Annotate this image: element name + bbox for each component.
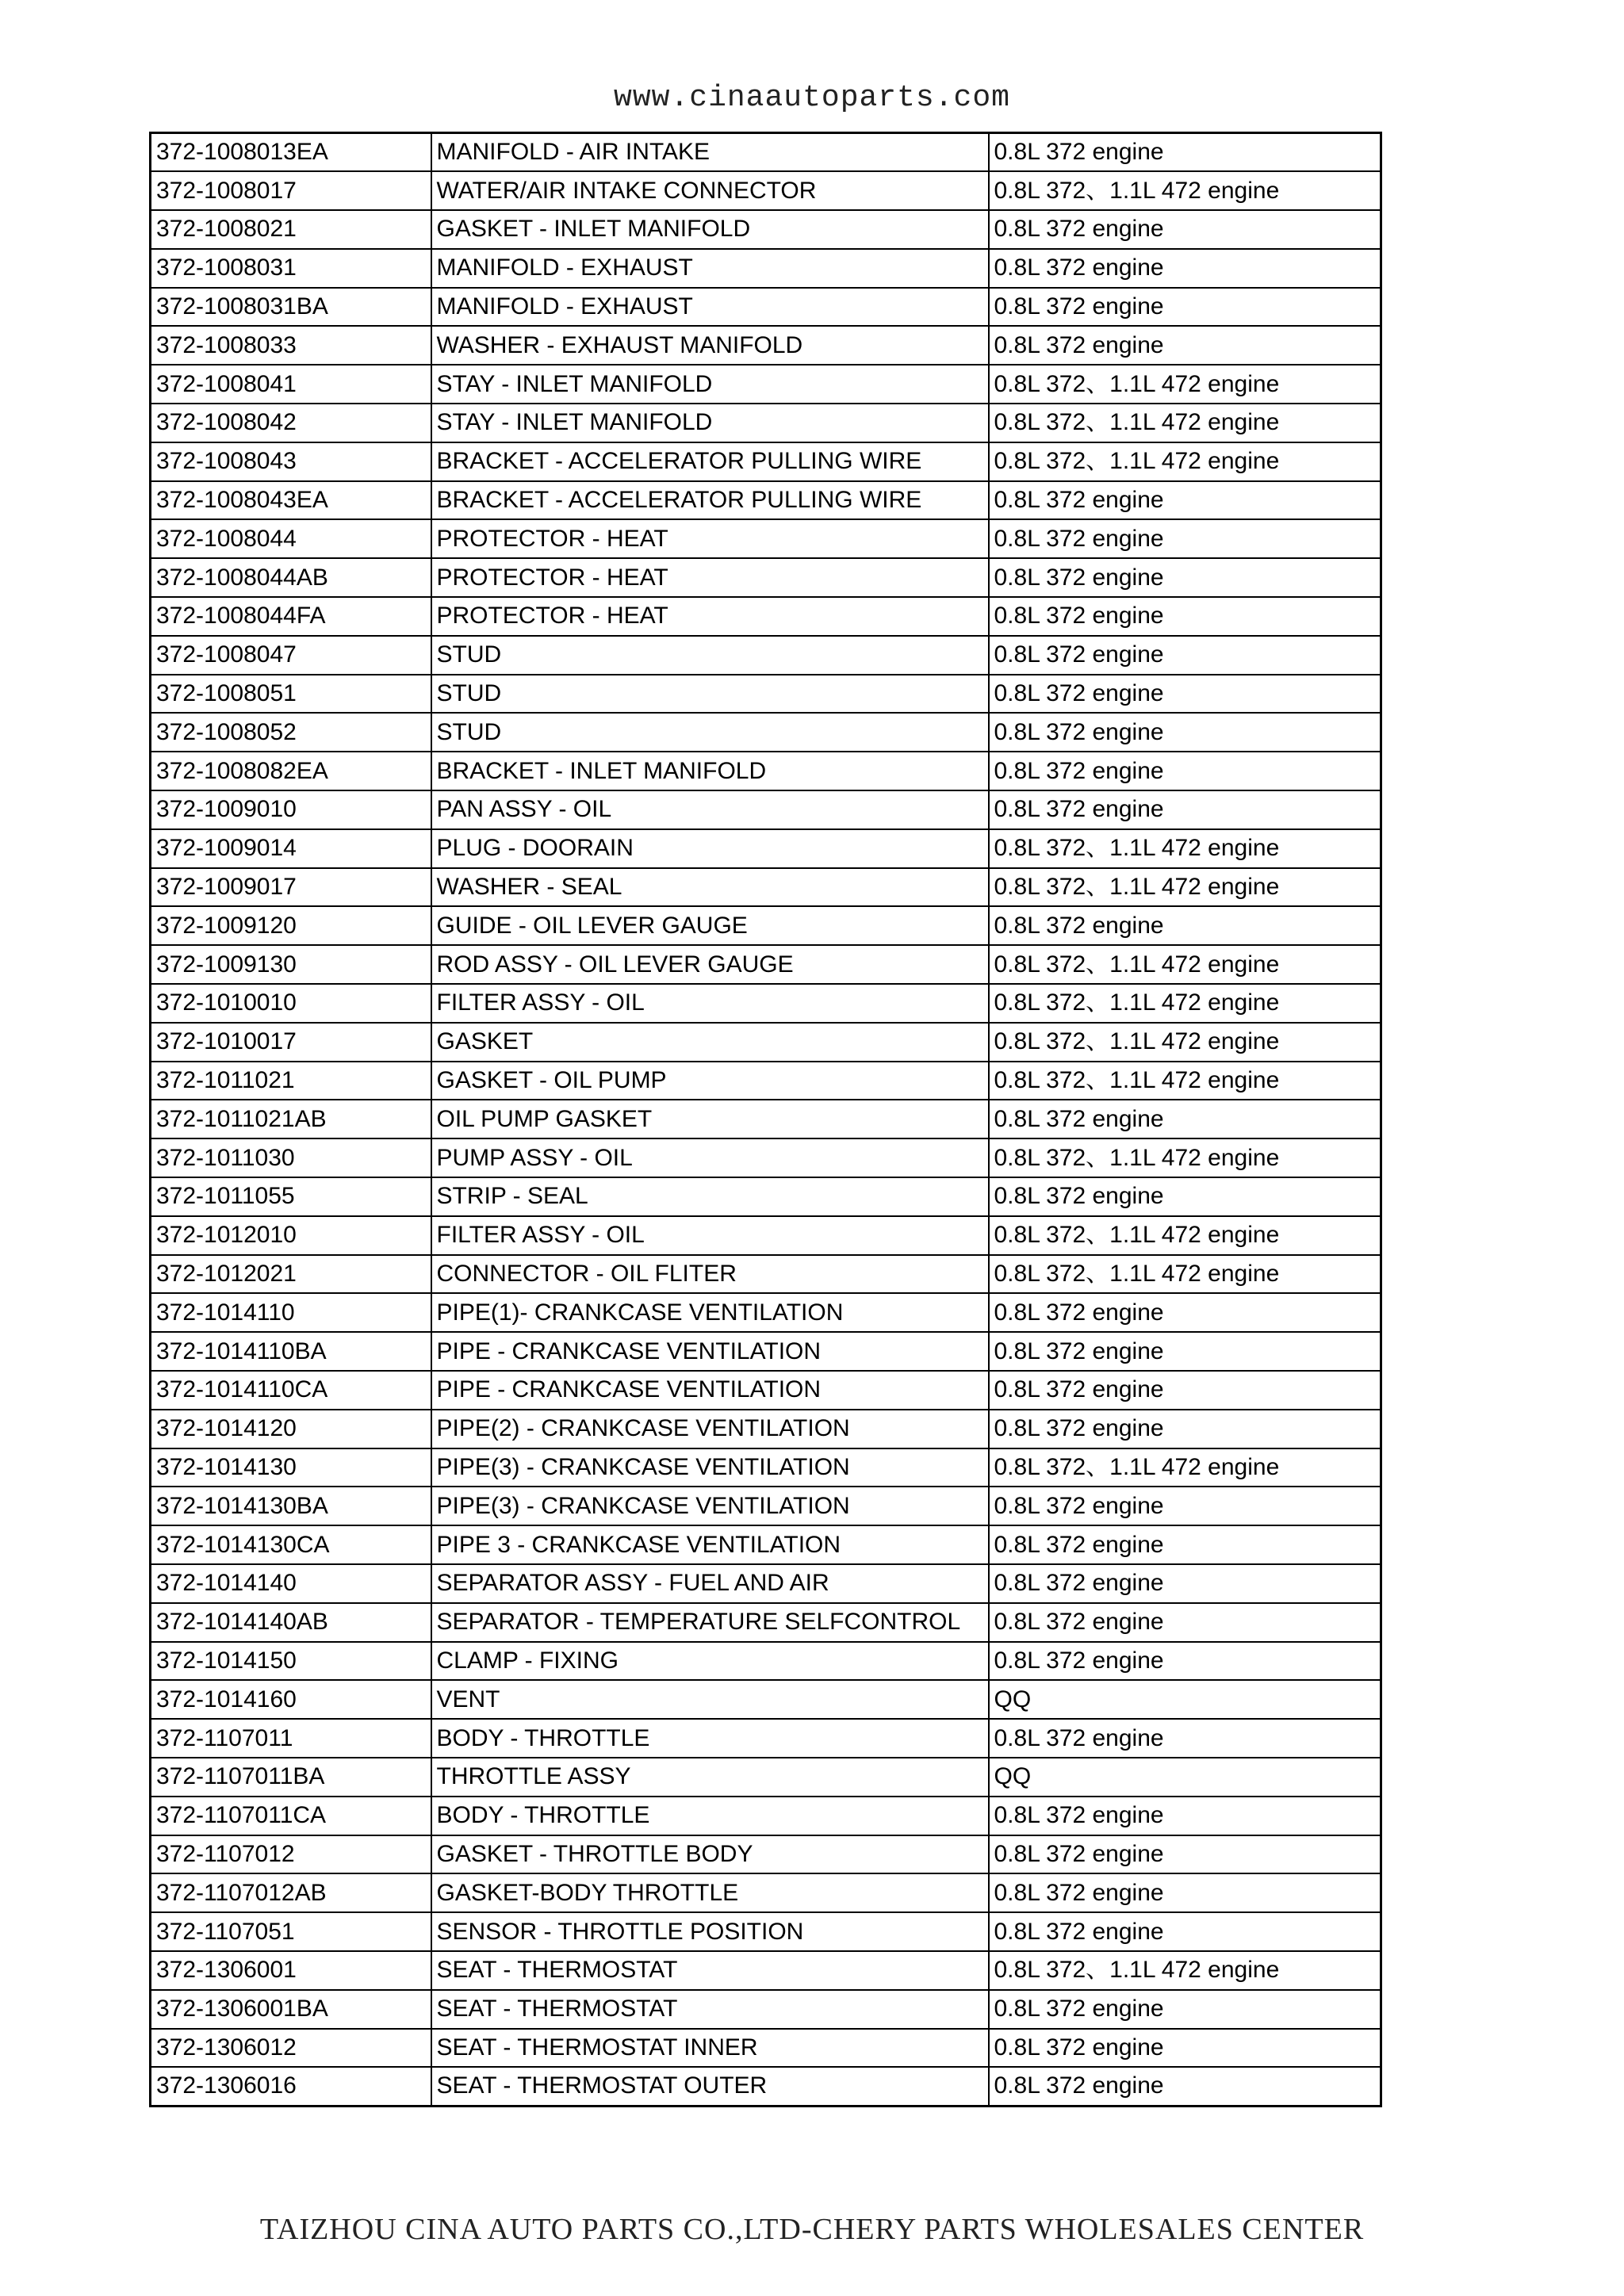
part-number-cell: 372-1009017 (151, 868, 431, 907)
application-cell: 0.8L 372 engine (989, 1371, 1381, 1410)
part-number-cell: 372-1010010 (151, 984, 431, 1023)
table-row (151, 1758, 1381, 1797)
table-row (151, 1680, 1381, 1719)
part-number-cell: 372-1014110CA (151, 1371, 431, 1410)
application-cell: 0.8L 372 engine (989, 713, 1381, 752)
part-number-cell: 372-1014110 (151, 1293, 431, 1332)
part-description-cell: WASHER - EXHAUST MANIFOLD (431, 326, 989, 365)
table-row (151, 1062, 1381, 1100)
table-row (151, 1990, 1381, 2029)
part-number-cell: 372-1107012AB (151, 1873, 431, 1912)
application-cell: 0.8L 372 engine (989, 906, 1381, 945)
application-cell: 0.8L 372 engine (989, 675, 1381, 714)
company-footer: TAIZHOU CINA AUTO PARTS CO.,LTD-CHERY PARTS WHOLESALES CENTER (259, 2213, 1365, 2246)
application-cell: 0.8L 372、1.1L 472 engine (989, 945, 1381, 984)
table-row (151, 1410, 1381, 1448)
part-number-cell: 372-1014120 (151, 1410, 431, 1448)
part-description-cell: STUD (431, 636, 989, 675)
table-row (151, 906, 1381, 945)
part-number-cell: 372-1008044FA (151, 597, 431, 636)
part-description-cell: VENT (431, 1680, 989, 1719)
part-number-cell: 372-1008047 (151, 636, 431, 675)
part-description-cell: PAN ASSY - OIL (431, 790, 989, 829)
part-number-cell: 372-1008042 (151, 404, 431, 442)
table-row (151, 1293, 1381, 1332)
table-row (151, 558, 1381, 597)
part-number-cell: 372-1107011BA (151, 1758, 431, 1797)
application-cell: 0.8L 372、1.1L 472 engine (989, 829, 1381, 868)
part-number-cell: 372-1014130CA (151, 1525, 431, 1564)
table-row (151, 171, 1381, 210)
part-number-cell: 372-1107011 (151, 1719, 431, 1758)
part-number-cell: 372-1014140 (151, 1564, 431, 1603)
application-cell: 0.8L 372、1.1L 472 engine (989, 1448, 1381, 1487)
table-row (151, 326, 1381, 365)
table-row (151, 1255, 1381, 1294)
part-description-cell: WATER/AIR INTAKE CONNECTOR (431, 171, 989, 210)
part-description-cell: PIPE(2) - CRANKCASE VENTILATION (431, 1410, 989, 1448)
part-number-cell: 372-1306001 (151, 1951, 431, 1990)
application-cell: 0.8L 372 engine (989, 326, 1381, 365)
table-row (151, 1487, 1381, 1525)
table-row (151, 1216, 1381, 1255)
table-row (151, 1603, 1381, 1642)
part-number-cell: 372-1107051 (151, 1912, 431, 1951)
table-row (151, 1873, 1381, 1912)
table-row (151, 210, 1381, 249)
application-cell: 0.8L 372 engine (989, 597, 1381, 636)
part-description-cell: PIPE - CRANKCASE VENTILATION (431, 1332, 989, 1371)
table-row (151, 597, 1381, 636)
part-description-cell: STAY - INLET MANIFOLD (431, 365, 989, 404)
application-cell: 0.8L 372 engine (989, 1642, 1381, 1681)
part-number-cell: 372-1008044 (151, 519, 431, 558)
application-cell: 0.8L 372 engine (989, 1525, 1381, 1564)
part-number-cell: 372-1010017 (151, 1023, 431, 1062)
table-row (151, 1525, 1381, 1564)
table-row (151, 868, 1381, 907)
application-cell: 0.8L 372 engine (989, 1873, 1381, 1912)
application-cell: 0.8L 372 engine (989, 1835, 1381, 1874)
part-number-cell: 372-1009120 (151, 906, 431, 945)
part-description-cell: PIPE(3) - CRANKCASE VENTILATION (431, 1487, 989, 1525)
table-row (151, 1564, 1381, 1603)
table-row (151, 1138, 1381, 1177)
application-cell: 0.8L 372 engine (989, 1332, 1381, 1371)
part-number-cell: 372-1008051 (151, 675, 431, 714)
application-cell: 0.8L 372、1.1L 472 engine (989, 984, 1381, 1023)
table-row (151, 1642, 1381, 1681)
part-number-cell: 372-1008052 (151, 713, 431, 752)
part-number-cell: 372-1008043 (151, 442, 431, 481)
part-number-cell: 372-1009014 (151, 829, 431, 868)
part-description-cell: PIPE 3 - CRANKCASE VENTILATION (431, 1525, 989, 1564)
part-description-cell: ROD ASSY - OIL LEVER GAUGE (431, 945, 989, 984)
part-description-cell: MANIFOLD - EXHAUST (431, 288, 989, 327)
part-description-cell: PROTECTOR - HEAT (431, 519, 989, 558)
part-number-cell: 372-1008031BA (151, 288, 431, 327)
part-number-cell: 372-1011021AB (151, 1100, 431, 1138)
part-description-cell: SEPARATOR - TEMPERATURE SELFCONTROL (431, 1603, 989, 1642)
table-row (151, 1912, 1381, 1951)
part-description-cell: PIPE - CRANKCASE VENTILATION (431, 1371, 989, 1410)
part-number-cell: 372-1008044AB (151, 558, 431, 597)
table-row (151, 1332, 1381, 1371)
part-description-cell: PROTECTOR - HEAT (431, 597, 989, 636)
part-description-cell: PLUG - DOORAIN (431, 829, 989, 868)
application-cell: 0.8L 372、1.1L 472 engine (989, 442, 1381, 481)
part-description-cell: GASKET - THROTTLE BODY (431, 1835, 989, 1874)
table-row (151, 675, 1381, 714)
part-description-cell: BRACKET - ACCELERATOR PULLING WIRE (431, 442, 989, 481)
application-cell: 0.8L 372 engine (989, 1912, 1381, 1951)
application-cell: 0.8L 372、1.1L 472 engine (989, 1138, 1381, 1177)
part-number-cell: 372-1008031 (151, 249, 431, 288)
table-row (151, 481, 1381, 520)
application-cell: 0.8L 372 engine (989, 1603, 1381, 1642)
table-row (151, 1448, 1381, 1487)
application-cell: 0.8L 372、1.1L 472 engine (989, 1023, 1381, 1062)
table-row (151, 288, 1381, 327)
part-number-cell: 372-1008041 (151, 365, 431, 404)
part-description-cell: SEAT - THERMOSTAT INNER (431, 2029, 989, 2068)
part-description-cell: GASKET - OIL PUMP (431, 1062, 989, 1100)
application-cell: 0.8L 372 engine (989, 1797, 1381, 1835)
part-number-cell: 372-1009130 (151, 945, 431, 984)
application-cell: 0.8L 372 engine (989, 1293, 1381, 1332)
application-cell: 0.8L 372、1.1L 472 engine (989, 404, 1381, 442)
application-cell: 0.8L 372、1.1L 472 engine (989, 1951, 1381, 1990)
application-cell: 0.8L 372 engine (989, 2067, 1381, 2106)
part-number-cell: 372-1306016 (151, 2067, 431, 2106)
application-cell: 0.8L 372 engine (989, 519, 1381, 558)
table-row (151, 1797, 1381, 1835)
table-row (151, 1835, 1381, 1874)
application-cell: 0.8L 372、1.1L 472 engine (989, 1216, 1381, 1255)
table-row (151, 519, 1381, 558)
part-description-cell: MANIFOLD - AIR INTAKE (431, 133, 989, 172)
part-description-cell: SEAT - THERMOSTAT (431, 1990, 989, 2029)
table-row (151, 404, 1381, 442)
part-number-cell: 372-1008013EA (151, 133, 431, 172)
application-cell: QQ (989, 1758, 1381, 1797)
application-cell: 0.8L 372 engine (989, 133, 1381, 172)
table-row (151, 636, 1381, 675)
part-number-cell: 372-1011055 (151, 1177, 431, 1216)
part-number-cell: 372-1008017 (151, 171, 431, 210)
part-description-cell: SEAT - THERMOSTAT (431, 1951, 989, 1990)
part-description-cell: CONNECTOR - OIL FLITER (431, 1255, 989, 1294)
part-number-cell: 372-1306001BA (151, 1990, 431, 2029)
part-number-cell: 372-1008082EA (151, 752, 431, 790)
part-number-cell: 372-1008043EA (151, 481, 431, 520)
part-number-cell: 372-1011021 (151, 1062, 431, 1100)
part-description-cell: SEAT - THERMOSTAT OUTER (431, 2067, 989, 2106)
part-description-cell: FILTER ASSY - OIL (431, 984, 989, 1023)
application-cell: 0.8L 372 engine (989, 210, 1381, 249)
part-description-cell: THROTTLE ASSY (431, 1758, 989, 1797)
parts-table (149, 132, 1382, 2107)
application-cell: 0.8L 372 engine (989, 249, 1381, 288)
part-number-cell: 372-1014140AB (151, 1603, 431, 1642)
part-description-cell: PROTECTOR - HEAT (431, 558, 989, 597)
part-description-cell: SENSOR - THROTTLE POSITION (431, 1912, 989, 1951)
part-number-cell: 372-1014130 (151, 1448, 431, 1487)
part-description-cell: OIL PUMP GASKET (431, 1100, 989, 1138)
application-cell: 0.8L 372 engine (989, 2029, 1381, 2068)
part-description-cell: GUIDE - OIL LEVER GAUGE (431, 906, 989, 945)
part-description-cell: BODY - THROTTLE (431, 1797, 989, 1835)
site-url-header: www.cinaautoparts.com (614, 81, 1010, 115)
part-description-cell: BODY - THROTTLE (431, 1719, 989, 1758)
table-row (151, 2029, 1381, 2068)
application-cell: 0.8L 372、1.1L 472 engine (989, 1255, 1381, 1294)
part-description-cell: STUD (431, 713, 989, 752)
part-description-cell: PUMP ASSY - OIL (431, 1138, 989, 1177)
application-cell: 0.8L 372 engine (989, 1100, 1381, 1138)
table-row (151, 713, 1381, 752)
part-description-cell: GASKET-BODY THROTTLE (431, 1873, 989, 1912)
part-number-cell: 372-1306012 (151, 2029, 431, 2068)
part-number-cell: 372-1014110BA (151, 1332, 431, 1371)
part-number-cell: 372-1009010 (151, 790, 431, 829)
table-row (151, 829, 1381, 868)
table-row (151, 945, 1381, 984)
table-row (151, 1951, 1381, 1990)
part-description-cell: FILTER ASSY - OIL (431, 1216, 989, 1255)
table-row (151, 752, 1381, 790)
part-description-cell: STRIP - SEAL (431, 1177, 989, 1216)
part-description-cell: GASKET (431, 1023, 989, 1062)
application-cell: 0.8L 372 engine (989, 752, 1381, 790)
part-description-cell: MANIFOLD - EXHAUST (431, 249, 989, 288)
application-cell: 0.8L 372 engine (989, 1990, 1381, 2029)
part-description-cell: STAY - INLET MANIFOLD (431, 404, 989, 442)
table-row (151, 365, 1381, 404)
application-cell: 0.8L 372 engine (989, 288, 1381, 327)
part-description-cell: STUD (431, 675, 989, 714)
part-number-cell: 372-1008033 (151, 326, 431, 365)
application-cell: 0.8L 372、1.1L 472 engine (989, 1062, 1381, 1100)
application-cell: 0.8L 372 engine (989, 636, 1381, 675)
part-number-cell: 372-1107012 (151, 1835, 431, 1874)
application-cell: 0.8L 372、1.1L 472 engine (989, 365, 1381, 404)
application-cell: QQ (989, 1680, 1381, 1719)
table-row (151, 1177, 1381, 1216)
part-description-cell: PIPE(3) - CRANKCASE VENTILATION (431, 1448, 989, 1487)
application-cell: 0.8L 372 engine (989, 558, 1381, 597)
part-description-cell: SEPARATOR ASSY - FUEL AND AIR (431, 1564, 989, 1603)
application-cell: 0.8L 372 engine (989, 790, 1381, 829)
table-row (151, 1719, 1381, 1758)
part-number-cell: 372-1014160 (151, 1680, 431, 1719)
part-description-cell: PIPE(1)- CRANKCASE VENTILATION (431, 1293, 989, 1332)
part-description-cell: WASHER - SEAL (431, 868, 989, 907)
parts-table-body (151, 133, 1381, 2107)
application-cell: 0.8L 372 engine (989, 1410, 1381, 1448)
part-number-cell: 372-1107011CA (151, 1797, 431, 1835)
part-description-cell: CLAMP - FIXING (431, 1642, 989, 1681)
part-description-cell: BRACKET - ACCELERATOR PULLING WIRE (431, 481, 989, 520)
table-row (151, 2067, 1381, 2106)
application-cell: 0.8L 372 engine (989, 1487, 1381, 1525)
part-number-cell: 372-1012010 (151, 1216, 431, 1255)
part-number-cell: 372-1011030 (151, 1138, 431, 1177)
table-row (151, 1100, 1381, 1138)
table-row (151, 249, 1381, 288)
part-number-cell: 372-1008021 (151, 210, 431, 249)
table-row (151, 790, 1381, 829)
part-number-cell: 372-1014130BA (151, 1487, 431, 1525)
part-description-cell: BRACKET - INLET MANIFOLD (431, 752, 989, 790)
part-number-cell: 372-1012021 (151, 1255, 431, 1294)
application-cell: 0.8L 372、1.1L 472 engine (989, 868, 1381, 907)
application-cell: 0.8L 372 engine (989, 1719, 1381, 1758)
table-row (151, 133, 1381, 172)
part-number-cell: 372-1014150 (151, 1642, 431, 1681)
table-row (151, 1371, 1381, 1410)
table-row (151, 984, 1381, 1023)
table-row (151, 442, 1381, 481)
application-cell: 0.8L 372 engine (989, 1564, 1381, 1603)
table-row (151, 1023, 1381, 1062)
application-cell: 0.8L 372、1.1L 472 engine (989, 171, 1381, 210)
application-cell: 0.8L 372 engine (989, 481, 1381, 520)
part-description-cell: GASKET - INLET MANIFOLD (431, 210, 989, 249)
application-cell: 0.8L 372 engine (989, 1177, 1381, 1216)
